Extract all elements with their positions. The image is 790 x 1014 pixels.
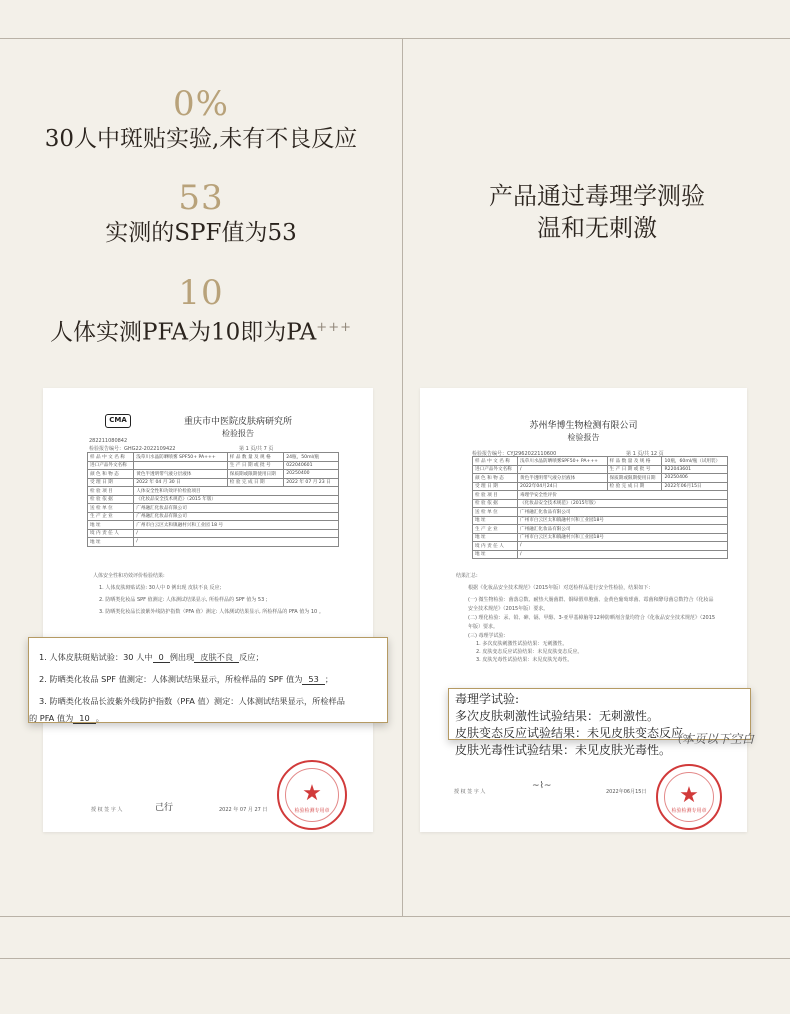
table-cell: 黄色半透明带气液分层液体 — [518, 474, 608, 483]
report2-signature: ~⌇~ — [532, 781, 552, 791]
table-cell: 2022 年 04 月 30 日 — [134, 478, 228, 487]
table-cell: 2022年04月24日 — [518, 482, 608, 491]
zoom1-value: 0 — [153, 652, 170, 663]
report2-item-2: (二) 理化检验：汞、铅、砷、镉、甲醇、3-亚甲基樟脑等12种防晒剂含量均符合《化妆品安全技术规范》（2015年版）要求。 — [468, 615, 716, 630]
table-cell: 地 址 — [88, 521, 134, 530]
table-row — [88, 512, 339, 521]
zoom2-line-1: 多次皮肤刺激性试验结果：无刺激性。 — [455, 709, 660, 723]
table-row — [88, 453, 339, 462]
report2-page: 第 1 页/共 12 页 — [626, 451, 664, 457]
report1-line-2: 2. 防晒类化妆品 SPF 值测定: 人体测试结果显示, 所检样品的 SPF 值为 53 ; — [99, 597, 268, 603]
table-cell: 检 验 完 成 日 期 — [607, 482, 662, 491]
zoom-callout-report2 — [448, 688, 754, 757]
table-row — [88, 495, 339, 504]
table-cell: 广州融汇化妆品有限公司 — [134, 504, 339, 513]
table-row — [473, 516, 728, 525]
table-row — [88, 470, 339, 479]
table-cell: 广州市白云区太和镇融村兴和工业园18号 — [518, 533, 728, 542]
table-cell: 人体安全性和功效评价检验项目 — [134, 487, 339, 496]
table-cell: 20250406 — [662, 474, 728, 483]
table-cell: 进口产品外文名称 — [88, 461, 134, 470]
table-cell: 浅草川水晶防晒喷雾SPF50+ PA+++ — [518, 457, 608, 466]
table-row — [473, 550, 728, 559]
table-cell: 地 址 — [473, 516, 518, 525]
table-cell: 送 检 单 位 — [88, 504, 134, 513]
table-row — [473, 465, 728, 474]
zoom1-value: 10 — [73, 713, 95, 724]
zoom1-line-2 — [39, 668, 377, 690]
table-cell: 境 内 责 任 人 — [88, 529, 134, 538]
report-document-2 — [420, 388, 747, 832]
table-row — [473, 533, 728, 542]
zoom2-cut-text: （本页以下空白 — [669, 732, 754, 746]
table-row — [88, 487, 339, 496]
report2-item-5: 2. 皮肤变态反应试验结果：未见皮肤变态反应。 — [476, 649, 583, 655]
table-cell: 样 品 中 文 名 称 — [473, 457, 518, 466]
table-cell: 2022 年 07 月 23 日 — [284, 478, 339, 487]
stat-pfa — [0, 273, 402, 348]
table-row — [88, 529, 339, 538]
table-cell: 生 产 日 期 或 批 号 — [227, 461, 283, 470]
table-cell: / — [518, 465, 608, 474]
report1-title: 检验报告 — [222, 429, 254, 438]
zoom1-line-4 — [29, 712, 377, 724]
table-row — [473, 525, 728, 534]
stamp-star-icon: ★ — [679, 782, 699, 808]
report-document-1 — [43, 388, 373, 832]
table-cell: 黄色半透明带气液分层液体 — [134, 470, 228, 479]
table-cell: 进口产品外文名称 — [473, 465, 518, 474]
zoom1-text: ； — [324, 674, 334, 684]
table-cell: 广州融汇化妆品有限公司 — [518, 508, 728, 517]
table-cell: 受 理 日 期 — [88, 478, 134, 487]
zoom1-text: 反应； — [239, 652, 264, 662]
zoom1-line-3 — [39, 690, 377, 712]
table-row — [473, 457, 728, 466]
report1-line-1: 1. 人体皮肤斑贴试验: 30人中 0 例出现 皮肤不良 反应; — [99, 585, 222, 591]
top-divider — [0, 38, 790, 39]
report1-sign-date: 2022 年 07 月 27 日 — [219, 807, 268, 813]
report1-conclusion-head: 人体安全性和功效评价检验结果: — [93, 573, 165, 579]
report1-serial: 282211080842 — [89, 438, 128, 444]
table-cell: 保质期或限期使用日期 — [227, 470, 283, 479]
report2-item-1: (一) 微生物检验：菌落总数、耐热大肠菌群、铜绿假单胞菌、金黄色葡萄球菌、霉菌和酵母菌总数符合《化妆品安全技术规范》（2015年版）要求。 — [468, 597, 714, 612]
report1-stamp — [277, 760, 347, 830]
stat-caption: 实测的SPF值为53 — [105, 220, 297, 246]
report2-signer-label: 授 权 签 字 人 — [454, 789, 486, 795]
toxicology-heading-line2: 温和无刺激 — [537, 214, 657, 242]
table-cell: 20250400 — [284, 470, 339, 479]
table-cell: / — [518, 542, 728, 551]
center-divider — [402, 38, 403, 916]
report2-item-6: 3. 皮肤光毒性试验结果：未见皮肤光毒性。 — [476, 657, 573, 663]
zoom1-value: 皮肤不良 — [194, 652, 239, 663]
report1-signature: 己行 — [155, 803, 174, 813]
table-cell: 检 验 项 目 — [473, 491, 518, 500]
table-cell: 地 址 — [473, 550, 518, 559]
toxicology-heading-line1: 产品通过毒理学测验 — [489, 182, 705, 210]
table-cell: 022040601 — [284, 461, 339, 470]
bottom-divider — [0, 916, 790, 917]
toxicology-heading — [404, 180, 790, 244]
report2-title: 检验报告 — [567, 433, 600, 442]
footer-divider — [0, 958, 790, 959]
zoom-callout-report1 — [28, 637, 388, 723]
table-cell: 《化妆品安全技术规范》（2015年版） — [518, 499, 728, 508]
table-row — [473, 499, 728, 508]
table-row — [473, 542, 728, 551]
table-cell: / — [134, 538, 339, 547]
table-cell: 境 内 责 任 人 — [473, 542, 518, 551]
table-cell: 《化妆品安全技术规范》（2015 年版） — [134, 495, 339, 504]
table-cell: 送 检 单 位 — [473, 508, 518, 517]
table-row — [473, 508, 728, 517]
report2-table — [472, 456, 728, 559]
stat-caption — [0, 313, 402, 348]
stat-spf — [0, 178, 402, 248]
stat-value: 0% — [173, 84, 229, 124]
table-cell: 地 址 — [473, 533, 518, 542]
table-cell: 2022年06月15日 — [662, 482, 728, 491]
table-cell: 地 址 — [88, 538, 134, 547]
table-row — [88, 521, 339, 530]
zoom1-text: 3. 防晒类化妆品长波紫外线防护指数（PFA 值）测定：人体测试结果显示，所检样品 — [39, 696, 345, 706]
stat-value: 53 — [178, 178, 224, 218]
table-cell: 样 品 数 量 及 规 格 — [607, 457, 662, 466]
report1-page: 第 1 页/共 7 页 — [239, 446, 274, 452]
report1-signer-label: 授 权 签 字 人 — [91, 807, 123, 813]
report2-para: 根据《化妆品安全技术规范》（2015年版）对送检样品进行安全性检验，结果如下： — [468, 585, 654, 591]
stamp-text: 检验检测专用章 — [294, 808, 330, 814]
table-row — [473, 482, 728, 491]
zoom1-text: 。 — [95, 713, 104, 723]
zoom1-text: 例出现 — [169, 652, 195, 662]
table-row — [88, 538, 339, 547]
table-cell — [134, 461, 228, 470]
zoom2-line-2: 皮肤变态反应试验结果：未见皮肤变态反应。 — [455, 726, 696, 740]
zoom1-text: 的 PFA 值为 — [29, 713, 74, 723]
table-cell: 10瓶，60ml/瓶（试用装） — [662, 457, 728, 466]
table-cell: R22043601 — [662, 465, 728, 474]
table-cell: 样 品 数 量 及 规 格 — [227, 453, 283, 462]
table-cell: 广州融汇化妆品有限公司 — [134, 512, 339, 521]
stat-caption-sup: +++ — [316, 320, 352, 335]
report2-report-no: 检验报告编号：CYJ2962022110600 — [472, 451, 557, 457]
table-cell: 生 产 企 业 — [473, 525, 518, 534]
stat-patch-test — [0, 84, 402, 154]
table-cell: 样 品 中 文 名 称 — [88, 453, 134, 462]
table-row — [88, 478, 339, 487]
table-cell: 浅草川水晶防晒喷雾 SPF50+ PA+++ — [134, 453, 228, 462]
table-row — [473, 491, 728, 500]
report2-item-4: 1. 多次皮肤刺激性试验结果：无刺激性。 — [476, 641, 568, 647]
zoom1-line-1 — [39, 646, 377, 668]
report1-org: 重庆市中医院皮肤病研究所 — [183, 417, 292, 427]
table-cell: 生 产 日 期 或 批 号 — [607, 465, 662, 474]
table-cell: / — [134, 529, 339, 538]
table-cell: 检 验 完 成 日 期 — [227, 478, 283, 487]
table-cell: 受 理 日 期 — [473, 482, 518, 491]
report1-line-3: 3. 防晒类化妆品长波紫外线防护指数（PFA 值）测定: 人体测试结果显示, 所检样品的 PFA 值为 10 。 — [99, 609, 324, 615]
table-row — [88, 504, 339, 513]
table-cell: 生 产 企 业 — [88, 512, 134, 521]
zoom2-head: 毒理学试验: — [455, 692, 520, 706]
table-cell: 广州市白云区太和镇融村兴和工业园 18 号 — [134, 521, 339, 530]
table-cell: 检 验 项 目 — [88, 487, 134, 496]
report2-item-3: (三) 毒理学试验： — [468, 633, 509, 639]
table-row — [88, 461, 339, 470]
report2-basis-head: 结果汇总: — [456, 573, 478, 579]
stamp-text: 检验检测专用章 — [671, 808, 707, 814]
report1-report-no: 检验报告编号：GHG22-2022109422 — [89, 446, 176, 452]
zoom1-value: 53 — [302, 674, 324, 685]
table-cell: 毒理学安全性评价 — [518, 491, 728, 500]
report1-table — [87, 452, 339, 547]
report2-sign-date: 2022年06月15日 — [606, 789, 647, 795]
table-row — [473, 474, 728, 483]
table-cell: 检 验 依 据 — [473, 499, 518, 508]
stat-caption-main: 人体实测PFA为10即为PA — [50, 319, 317, 346]
table-cell: 检 验 依 据 — [88, 495, 134, 504]
stat-value: 10 — [178, 273, 224, 313]
cma-logo: CMA — [105, 414, 131, 428]
table-cell: 保质期或限期使用日期 — [607, 474, 662, 483]
report2-org: 苏州华博生物检测有限公司 — [529, 421, 638, 431]
table-cell: 24瓶，50ml/瓶 — [284, 453, 339, 462]
zoom2-line-3: 皮肤光毒性试验结果：未见皮肤光毒性。 — [455, 743, 672, 757]
zoom1-text: 2. 防晒类化妆品 SPF 值测定：人体测试结果显示，所检样品的 SPF 值为 — [39, 674, 303, 684]
table-cell: 广州融汇化妆品有限公司 — [518, 525, 728, 534]
stamp-star-icon: ★ — [302, 780, 322, 806]
zoom1-text: 1. 人体皮肤斑贴试验：30 人中 — [39, 652, 153, 662]
table-cell: 颜 色 和 物 态 — [88, 470, 134, 479]
table-cell: 颜 色 和 物 态 — [473, 474, 518, 483]
stat-caption: 30人中斑贴实验,未有不良反应 — [44, 126, 358, 152]
table-cell: / — [518, 550, 728, 559]
table-cell: 广州市白云区太和镇融村兴和工业园18号 — [518, 516, 728, 525]
report2-stamp — [656, 764, 722, 830]
